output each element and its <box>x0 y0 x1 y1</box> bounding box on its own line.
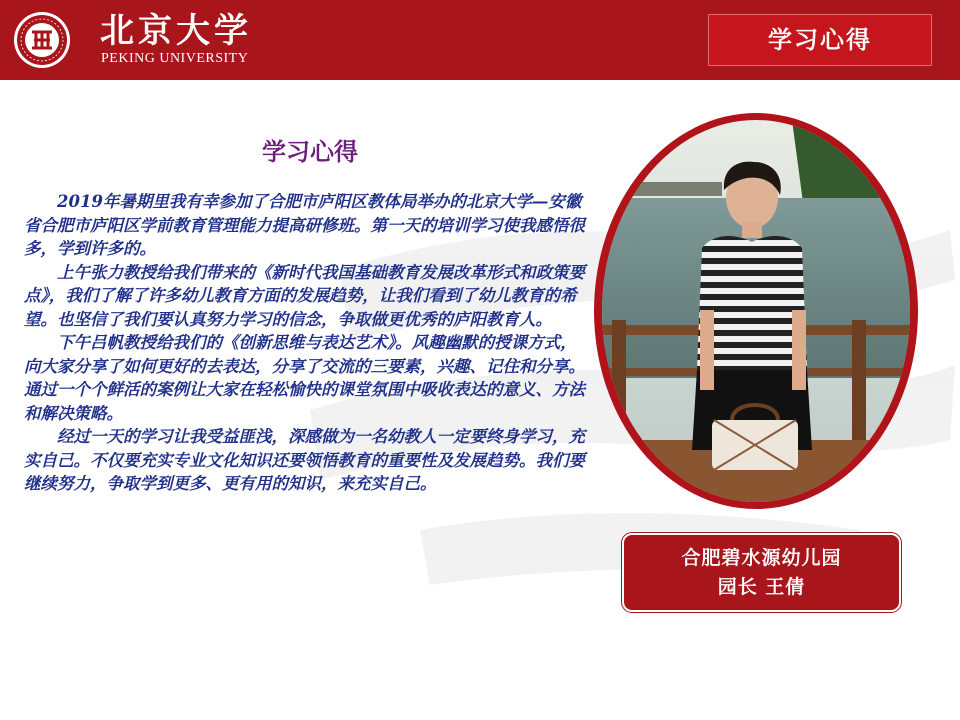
header-bar <box>0 0 960 80</box>
portrait-photo <box>602 120 910 502</box>
article-paragraph: 2019年暑期里我有幸参加了合肥市庐阳区教体局举办的北京大学—安徽省合肥市庐阳区学前教育管理能力提高研修班。第一天的培训学习使我感悟很多，学到许多的。 <box>24 192 585 258</box>
caption-box <box>622 533 901 612</box>
caption-person: 园长 王倩 <box>717 576 806 598</box>
section-badge <box>708 14 932 66</box>
brand-name-en: PEKING UNIVERSITY <box>101 51 249 66</box>
portrait-illustration <box>602 120 910 502</box>
article-paragraph: 上午张力教授给我们带来的《新时代我国基础教育发展改革形式和政策要点》，我们了解了许多幼儿教育方面的发展趋势，让我们看到了幼儿教育的希望。也坚信了我们要认真努力学习的信念，争取做更优秀的庐阳教育人。 <box>24 262 585 329</box>
article-paragraph: 经过一天的学习让我受益匪浅，深感做为一名幼教人一定要终身学习，充实自己。不仅要充实专业文化知识还要领悟教育的重要性及发展趋势。我们要继续努力，争取学到更多、更有用的知识，来充实自己。 <box>24 427 585 493</box>
brand-name-cn: 北京大学 <box>100 11 252 51</box>
section-badge-label: 学习心得 <box>768 26 872 54</box>
article-paragraph: 下午吕帆教授给我们的《创新思维与表达艺术》。风趣幽默的授课方式，向大家分享了如何更好的去表达，分享了交流的三要素，兴趣、记住和分享。通过一个个鲜活的案例让大家在轻松愉快的课堂氛围中吸收表达的意义、方法和解决策略。 <box>24 333 585 423</box>
caption-school: 合肥碧水源幼儿园 <box>681 547 842 569</box>
article-title: 学习心得 <box>262 138 358 166</box>
article-body <box>24 190 590 496</box>
peking-university-seal-icon <box>12 10 72 70</box>
